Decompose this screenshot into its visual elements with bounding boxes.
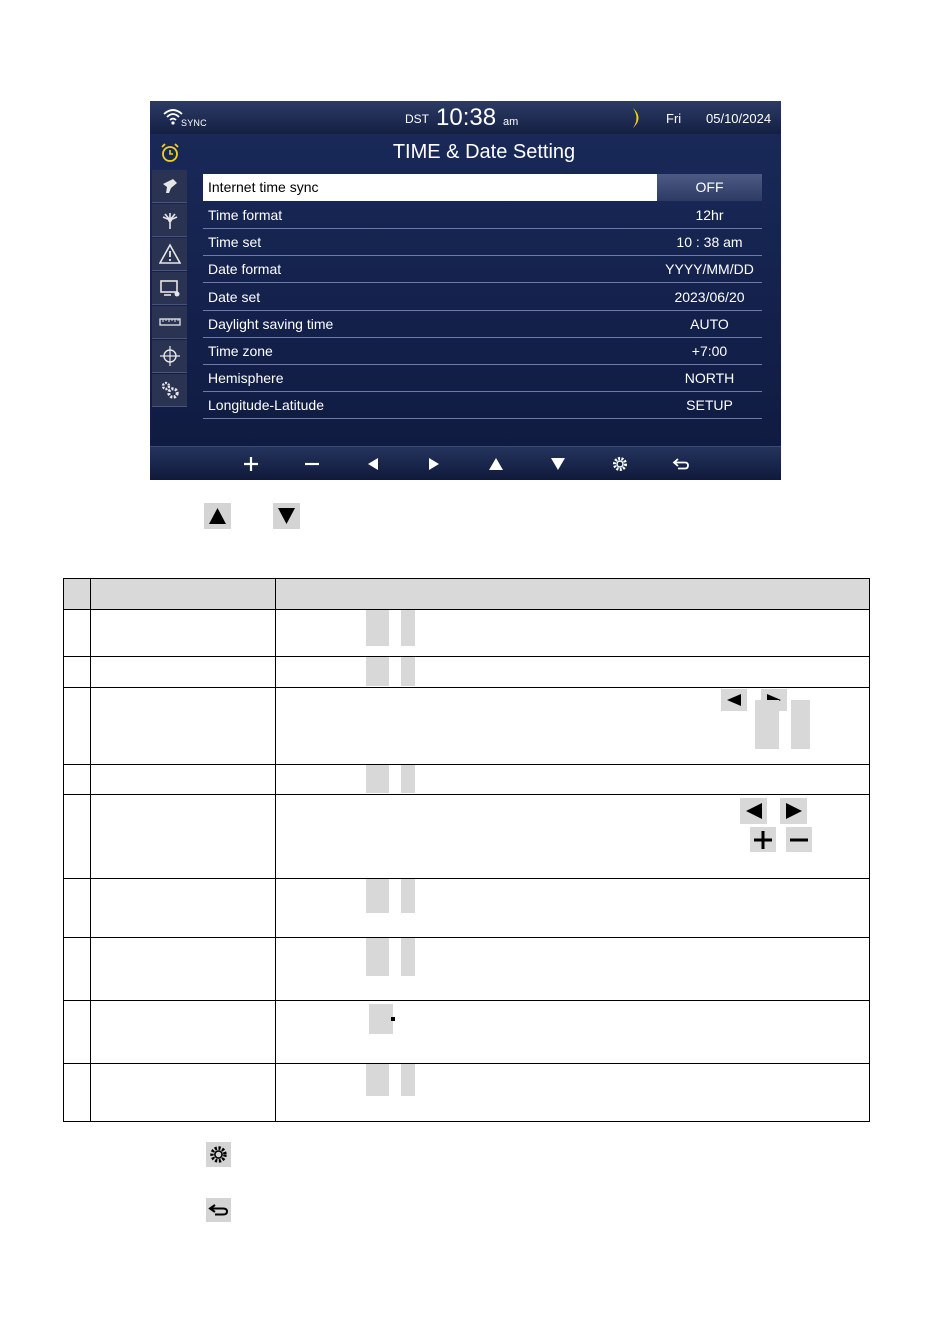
- settings-button[interactable]: [608, 453, 632, 475]
- right-button[interactable]: [422, 453, 446, 475]
- key-placeholder: [755, 700, 779, 749]
- setting-label: Daylight saving time: [208, 316, 334, 332]
- key-placeholder: [401, 610, 415, 646]
- setting-row-time-set[interactable]: [203, 229, 762, 256]
- right-key: [780, 798, 807, 824]
- setting-value[interactable]: 12hr: [695, 207, 724, 223]
- alarm-clock-icon: [159, 142, 181, 164]
- key-placeholder: [401, 1064, 415, 1096]
- up-arrow-icon: [204, 503, 231, 529]
- setting-row-hemisphere[interactable]: [203, 365, 762, 392]
- down-arrow-icon: [549, 455, 567, 473]
- table-row-border: [64, 878, 869, 879]
- sidebar-item-weather[interactable]: [152, 204, 187, 237]
- gears-icon: [159, 379, 181, 401]
- sidebar-item-dryer[interactable]: [152, 170, 187, 203]
- key-placeholder: [401, 938, 415, 976]
- setting-value[interactable]: NORTH: [684, 370, 735, 386]
- setting-row-daylight-saving[interactable]: [203, 311, 762, 338]
- setting-value[interactable]: 2023/06/20: [674, 289, 745, 305]
- return-icon: [672, 455, 690, 473]
- sync-label: SYNC: [181, 118, 207, 128]
- clock-time: 10:38: [436, 104, 497, 131]
- setting-value[interactable]: OFF: [657, 174, 762, 201]
- setting-row-date-format[interactable]: [203, 256, 762, 283]
- left-arrow-icon: [744, 802, 764, 820]
- up-button[interactable]: [484, 453, 508, 475]
- key-placeholder: [366, 657, 389, 686]
- minus-icon: [303, 455, 321, 473]
- setting-label: Time format: [208, 207, 283, 223]
- setting-label: Date set: [208, 289, 261, 305]
- sidebar-item-system[interactable]: [152, 374, 187, 407]
- sidebar-item-display[interactable]: [152, 272, 187, 305]
- setting-label: Time set: [208, 234, 262, 250]
- crosshair-icon: [159, 345, 181, 367]
- clock-ampm: am: [503, 116, 519, 128]
- table-header: [64, 579, 869, 610]
- setting-label: Time zone: [208, 343, 273, 359]
- setting-label: Longitude-Latitude: [208, 397, 324, 413]
- minus-button[interactable]: [300, 453, 324, 475]
- sidebar-item-units[interactable]: [152, 306, 187, 339]
- bottom-toolbar: [150, 446, 781, 480]
- table-row-border: [64, 764, 869, 765]
- key-placeholder: [401, 879, 415, 913]
- warning-icon: [159, 243, 181, 265]
- setting-row-time-zone[interactable]: [203, 338, 762, 365]
- screen-title: TIME & Date Setting: [392, 141, 576, 163]
- status-date: 05/10/2024: [706, 111, 772, 126]
- right-arrow-icon: [784, 802, 804, 820]
- settings-gear-icon: [611, 455, 629, 473]
- sidebar-item-location[interactable]: [152, 340, 187, 373]
- left-key: [721, 689, 747, 711]
- return-icon: [206, 1198, 231, 1222]
- ruler-icon: [159, 311, 181, 333]
- key-placeholder: [366, 610, 389, 646]
- plus-icon: [242, 455, 260, 473]
- setting-row-longitude-latitude[interactable]: [203, 392, 762, 419]
- left-arrow-icon: [364, 455, 382, 473]
- setting-value[interactable]: AUTO: [690, 316, 729, 332]
- plus-key: [750, 827, 776, 852]
- key-placeholder: [366, 938, 389, 976]
- right-arrow-icon: [425, 455, 443, 473]
- doc-up-key: [204, 503, 231, 529]
- setting-value[interactable]: +7:00: [691, 343, 728, 359]
- setting-value[interactable]: 10 : 38 am: [676, 234, 743, 250]
- status-bar: [150, 101, 781, 134]
- table-row-border: [64, 656, 869, 657]
- setting-row-date-set[interactable]: [203, 284, 762, 311]
- table-divider: [90, 579, 91, 1121]
- table-row-border: [64, 937, 869, 938]
- setting-label: Internet time sync: [208, 179, 319, 195]
- table-row-border: [64, 687, 869, 688]
- plus-icon: [753, 830, 773, 850]
- key-placeholder: [366, 765, 389, 793]
- return-button[interactable]: [669, 453, 693, 475]
- minus-icon: [789, 830, 809, 850]
- left-arrow-icon: [725, 693, 743, 707]
- weekday: Fri: [666, 111, 682, 126]
- key-placeholder: [791, 700, 810, 749]
- doc-down-key: [273, 503, 300, 529]
- sidebar-item-alerts[interactable]: [152, 238, 187, 271]
- sidebar: [150, 134, 187, 439]
- key-placeholder: [369, 1004, 393, 1034]
- setting-value[interactable]: SETUP: [686, 397, 733, 413]
- minus-key: [786, 827, 812, 852]
- key-placeholder: [401, 657, 415, 686]
- display-settings-icon: [159, 277, 181, 299]
- table-row-border: [64, 1063, 869, 1064]
- device-screen: [150, 101, 781, 480]
- setting-row-time-format[interactable]: [203, 202, 762, 229]
- plus-button[interactable]: [239, 453, 263, 475]
- weather-station-icon: [159, 209, 181, 231]
- down-button[interactable]: [546, 453, 570, 475]
- table-row-border: [64, 794, 869, 795]
- sidebar-item-time[interactable]: [152, 136, 187, 169]
- left-button[interactable]: [361, 453, 385, 475]
- setting-value[interactable]: YYYY/MM/DD: [665, 261, 754, 277]
- dst-label: DST: [405, 112, 429, 126]
- table-row-border: [64, 1000, 869, 1001]
- down-arrow-icon: [273, 503, 300, 529]
- settings-description-table: [63, 578, 870, 1122]
- doc-settings-key: [206, 1142, 231, 1167]
- up-arrow-icon: [487, 455, 505, 473]
- key-placeholder: [366, 879, 389, 913]
- dot-marker: [391, 1017, 395, 1021]
- settings-gear-icon: [206, 1142, 231, 1167]
- moon-icon: [630, 107, 644, 129]
- hair-dryer-icon: [159, 175, 181, 197]
- key-placeholder: [366, 1064, 389, 1096]
- setting-label: Hemisphere: [208, 370, 284, 386]
- doc-return-key: [206, 1198, 231, 1222]
- left-key: [740, 798, 767, 824]
- table-divider: [275, 579, 276, 1121]
- key-placeholder: [401, 765, 415, 793]
- setting-label: Date format: [208, 261, 282, 277]
- setting-row-internet-time-sync[interactable]: [203, 174, 762, 201]
